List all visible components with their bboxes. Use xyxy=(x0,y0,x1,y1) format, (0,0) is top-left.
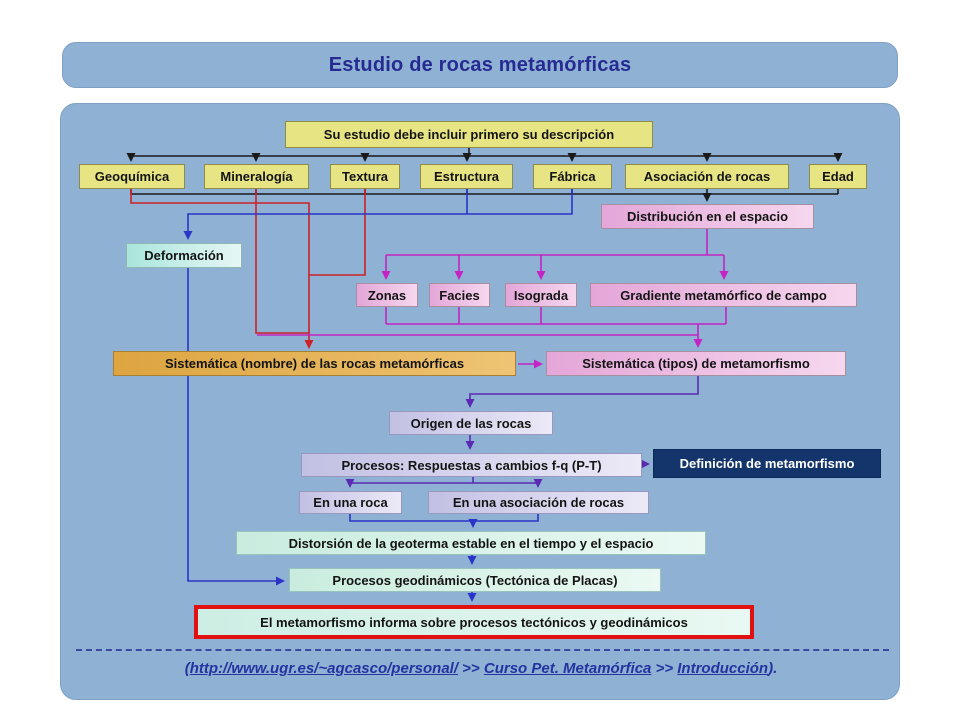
diagram-panel xyxy=(60,103,900,700)
footer-sep1: >> xyxy=(458,660,484,677)
box-sistematica-nombre: Sistemática (nombre) de las rocas metamórficas xyxy=(113,351,516,376)
footer-credits xyxy=(61,660,901,677)
box-gradiente: Gradiente metamórfico de campo xyxy=(590,283,857,307)
box-mineralogia: Mineralogía xyxy=(204,164,309,189)
box-fabrica: Fábrica xyxy=(533,164,612,189)
box-estructura: Estructura xyxy=(420,164,513,189)
footer-open: ( xyxy=(184,660,190,677)
box-definicion: Definición de metamorfismo xyxy=(653,449,881,478)
box-su-estudio: Su estudio debe incluir primero su descripción xyxy=(285,121,653,148)
footer-link-personal[interactable]: http://www.ugr.es/~agcasco/personal/ xyxy=(189,660,458,677)
red-connectors xyxy=(131,189,365,347)
footer-link-curso[interactable]: Curso Pet. Metamórfica xyxy=(483,660,652,677)
box-geoquimica: Geoquímica xyxy=(79,164,185,189)
box-procesos-geodinamicos: Procesos geodinámicos (Tectónica de Placas) xyxy=(289,568,661,592)
box-deformacion: Deformación xyxy=(126,243,242,268)
box-en-asociacion: En una asociación de rocas xyxy=(428,491,649,514)
box-distorsion: Distorsión de la geoterma estable en el tiempo y el espacio xyxy=(236,531,706,555)
box-asociacion: Asociación de rocas xyxy=(625,164,789,189)
box-isograda: Isograda xyxy=(505,283,577,307)
box-conclusion: El metamorfismo informa sobre procesos tectónicos y geodinámicos xyxy=(194,605,754,639)
footer-separator xyxy=(76,649,889,651)
box-distribucion: Distribución en el espacio xyxy=(601,204,814,229)
footer-sep2: >> xyxy=(651,660,678,677)
box-sistematica-tipos: Sistemática (tipos) de metamorfismo xyxy=(546,351,846,376)
box-edad: Edad xyxy=(809,164,867,189)
box-origen: Origen de las rocas xyxy=(389,411,553,435)
box-en-una-roca: En una roca xyxy=(299,491,402,514)
footer-link-introduccion[interactable]: Introducción xyxy=(677,660,769,677)
page-title: Estudio de rocas metamórficas xyxy=(328,53,632,76)
box-textura: Textura xyxy=(330,164,400,189)
box-facies: Facies xyxy=(429,283,490,307)
footer-close: ). xyxy=(768,660,778,677)
box-zonas: Zonas xyxy=(356,283,418,307)
box-procesos: Procesos: Respuestas a cambios f-q (P-T) xyxy=(301,453,642,477)
slide-title-bar xyxy=(62,42,898,88)
